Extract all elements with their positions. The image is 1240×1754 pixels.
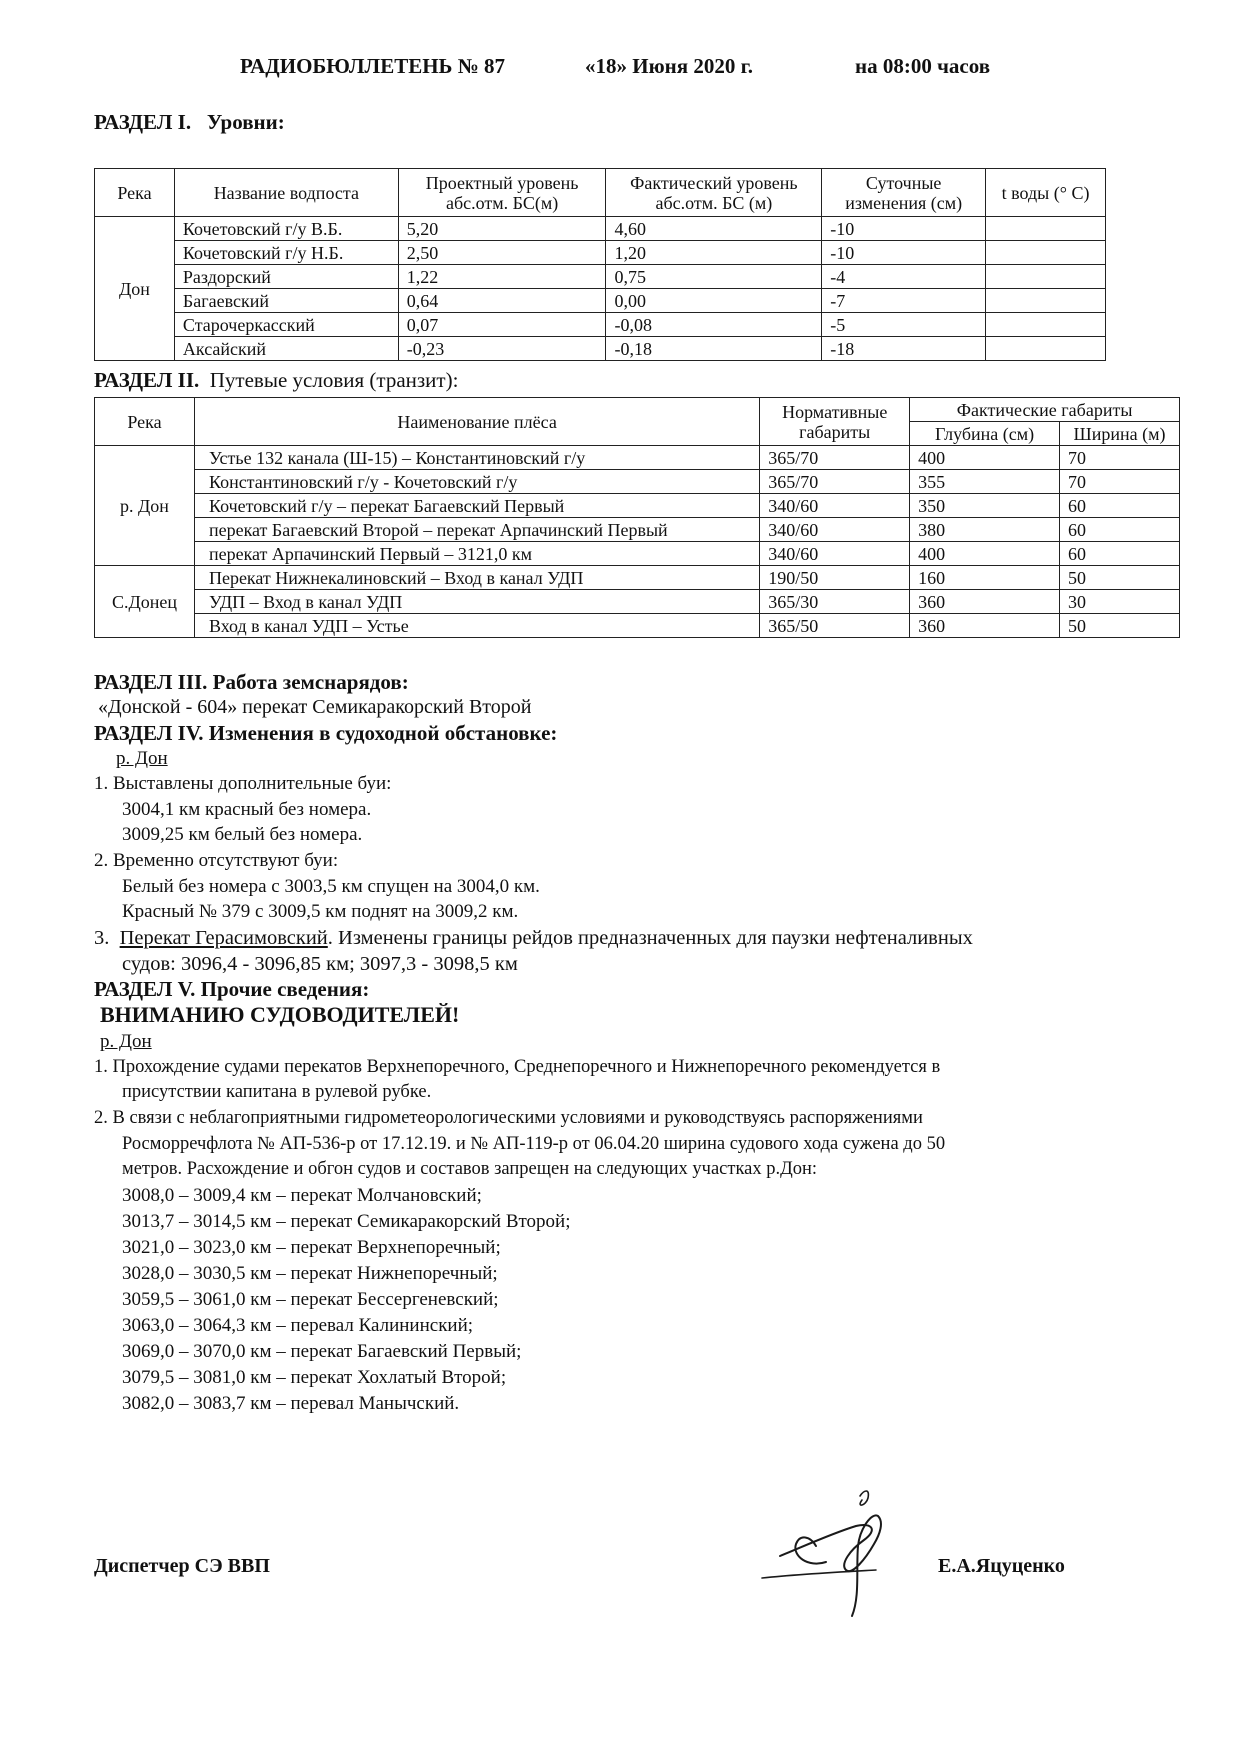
fact-cell: -0,08 (606, 313, 822, 337)
temp-cell (986, 289, 1106, 313)
section4-item2-line: Белый без номера с 3003,5 км спущен на 3004,0 км. (122, 876, 540, 897)
width-cell: 70 (1060, 470, 1180, 494)
norm-cell: 190/50 (760, 566, 910, 590)
stretch-cell: УДП – Вход в канал УДП (194, 590, 759, 614)
section5-item2-line: 2. В связи с неблагоприятными гидрометеорологическими условиями и руководствуясь распоряжениями (94, 1108, 923, 1128)
fact-cell: 1,20 (606, 241, 822, 265)
section4-item3 (94, 926, 973, 951)
stretch-cell: перекат Арпачинский Первый – 3121,0 км (194, 542, 759, 566)
restricted-stretch: 3008,0 – 3009,4 км – перекат Молчановский; (122, 1185, 482, 1206)
norm-cell: 340/60 (760, 518, 910, 542)
project-cell: 1,22 (398, 265, 606, 289)
levels-header-row (95, 169, 1106, 217)
bulletin-time: на 08:00 часов (855, 54, 991, 78)
section4-heading (94, 721, 557, 746)
route-header-stretch: Наименование плёса (194, 398, 759, 446)
stretch-cell: Вход в канал УДП – Устье (194, 614, 759, 638)
fact-cell: -0,18 (606, 337, 822, 361)
section4-item3-line2: судов: 3096,4 - 3096,85 км; 3097,3 - 3098,5 км (122, 953, 518, 975)
norm-cell: 365/70 (760, 470, 910, 494)
width-cell: 50 (1060, 614, 1180, 638)
section2-heading (94, 368, 458, 393)
section5-item1-cont: присутствии капитана в рулевой рубке. (122, 1082, 432, 1102)
section4-river: р. Дон (116, 748, 168, 769)
stretch-cell: Устье 132 канала (Ш-15) – Константиновский г/у (194, 446, 759, 470)
route-conditions-table (94, 397, 1180, 638)
table-row (95, 566, 1180, 590)
levels-header-post: Название водпоста (174, 169, 398, 217)
norm-cell: 365/30 (760, 590, 910, 614)
section4-item1-title: 1. Выставлены дополнительные буи: (94, 773, 392, 794)
table-row (95, 494, 1180, 518)
change-cell: -7 (822, 289, 986, 313)
restricted-stretch: 3028,0 – 3030,5 км – перекат Нижнепоречный; (122, 1263, 498, 1284)
route-river-cell: С.Донец (95, 566, 195, 638)
project-cell: 2,50 (398, 241, 606, 265)
section1-label: РАЗДЕЛ I. (94, 110, 192, 134)
table-row (95, 313, 1106, 337)
post-cell: Раздорский (174, 265, 398, 289)
attention-heading (100, 1002, 459, 1028)
table-row (95, 446, 1180, 470)
section4-item3-num: 3. (94, 927, 110, 949)
levels-river-cell: Дон (95, 217, 175, 361)
fact-cell: 0,00 (606, 289, 822, 313)
section3-heading-text: РАЗДЕЛ III. Работа земснарядов: (94, 670, 409, 694)
route-header-depth: Глубина (см) (910, 422, 1060, 446)
table-row (95, 590, 1180, 614)
section5-item2-line: Росморречфлота № АП-536-р от 17.12.19. и № АП-119-р от 06.04.20 ширина судового хода сужена до 50 (122, 1134, 946, 1154)
norm-cell: 365/70 (760, 446, 910, 470)
section5-heading-text: РАЗДЕЛ V. Прочие сведения: (94, 977, 370, 1001)
route-header-fact: Фактические габариты (910, 398, 1180, 422)
post-cell: Кочетовский г/у Н.Б. (174, 241, 398, 265)
project-cell: 0,07 (398, 313, 606, 337)
stretch-cell: Перекат Нижнекалиновский – Вход в канал УДП (194, 566, 759, 590)
stretch-cell: перекат Багаевский Второй – перекат Арпачинский Первый (194, 518, 759, 542)
width-cell: 60 (1060, 518, 1180, 542)
route-header-width: Ширина (м) (1060, 422, 1180, 446)
width-cell: 70 (1060, 446, 1180, 470)
temp-cell (986, 337, 1106, 361)
dispatcher-position: Диспетчер СЭ ВВП (94, 1555, 270, 1577)
section4-item2-line: Красный № 379 с 3009,5 км поднят на 3009,2 км. (122, 901, 519, 922)
route-header-river: Река (95, 398, 195, 446)
levels-header-project: Проектный уровень абс.отм. БС(м) (398, 169, 606, 217)
depth-cell: 360 (910, 614, 1060, 638)
width-cell: 60 (1060, 494, 1180, 518)
section3-heading (94, 670, 409, 695)
section5-item1: 1. Прохождение судами перекатов Верхнепоречного, Среднепоречного и Нижнепоречного рекомендуется в (94, 1057, 941, 1077)
post-cell: Кочетовский г/у В.Б. (174, 217, 398, 241)
stretch-cell: Константиновский г/у - Кочетовский г/у (194, 470, 759, 494)
section5-river: р. Дон (100, 1031, 152, 1052)
restricted-stretch: 3063,0 – 3064,3 км – перевал Калининский; (122, 1315, 474, 1336)
restricted-stretch: 3082,0 – 3083,7 км – перевал Манычский. (122, 1393, 460, 1414)
handwritten-signature (760, 1478, 900, 1628)
section4-item1-line: 3004,1 км красный без номера. (122, 799, 372, 820)
depth-cell: 400 (910, 446, 1060, 470)
section4-heading-text: РАЗДЕЛ IV. Изменения в судоходной обстановке: (94, 721, 558, 745)
restricted-stretch: 3069,0 – 3070,0 км – перекат Багаевский Первый; (122, 1341, 522, 1362)
stretch-cell: Кочетовский г/у – перекат Багаевский Первый (194, 494, 759, 518)
attention-text: ВНИМАНИЮ СУДОВОДИТЕЛЕЙ! (100, 1002, 460, 1027)
temp-cell (986, 313, 1106, 337)
table-row (95, 217, 1106, 241)
change-cell: -18 (822, 337, 986, 361)
section4-item3-place: Перекат Герасимовский (119, 927, 328, 949)
restricted-stretch: 3013,7 – 3014,5 км – перекат Семикаракорский Второй; (122, 1211, 571, 1232)
section5-heading (94, 977, 369, 1002)
table-row (95, 542, 1180, 566)
norm-cell: 340/60 (760, 542, 910, 566)
table-row (95, 470, 1180, 494)
table-row (95, 265, 1106, 289)
post-cell: Аксайский (174, 337, 398, 361)
width-cell: 30 (1060, 590, 1180, 614)
section4-item3-text: . Изменены границы рейдов предназначенных для паузки нефтеналивных (327, 927, 973, 949)
route-header-norm: Нормативные габариты (760, 398, 910, 446)
project-cell: -0,23 (398, 337, 606, 361)
project-cell: 5,20 (398, 217, 606, 241)
section4-item2-title: 2. Временно отсутствуют буи: (94, 850, 339, 871)
table-row (95, 289, 1106, 313)
section2-label: РАЗДЕЛ II. (94, 368, 200, 392)
route-header-row (95, 398, 1180, 422)
fact-cell: 4,60 (606, 217, 822, 241)
section2-title: Путевые условия (транзит): (209, 368, 459, 392)
depth-cell: 380 (910, 518, 1060, 542)
bulletin-number: РАДИОБЮЛЛЕТЕНЬ № 87 (240, 54, 506, 78)
change-cell: -10 (822, 241, 986, 265)
table-row (95, 241, 1106, 265)
project-cell: 0,64 (398, 289, 606, 313)
dredger-line: «Донской - 604» перекат Семикаракорский Второй (98, 696, 532, 718)
depth-cell: 360 (910, 590, 1060, 614)
section4-item1-line: 3009,25 км белый без номера. (122, 824, 363, 845)
table-row (95, 337, 1106, 361)
levels-header-river: Река (95, 169, 175, 217)
restricted-stretch: 3059,5 – 3061,0 км – перекат Бессергеневский; (122, 1289, 499, 1310)
bulletin-date: «18» Июня 2020 г. (585, 54, 754, 78)
restricted-stretch: 3021,0 – 3023,0 км – перекат Верхнепоречный; (122, 1237, 501, 1258)
table-row (95, 518, 1180, 542)
depth-cell: 350 (910, 494, 1060, 518)
depth-cell: 355 (910, 470, 1060, 494)
change-cell: -4 (822, 265, 986, 289)
table-row (95, 614, 1180, 638)
post-cell: Старочеркасский (174, 313, 398, 337)
temp-cell (986, 241, 1106, 265)
levels-header-change: Суточные изменения (см) (822, 169, 986, 217)
section5-item2-line: метров. Расхождение и обгон судов и составов запрещен на следующих участках р.Дон: (122, 1159, 818, 1179)
temp-cell (986, 265, 1106, 289)
width-cell: 60 (1060, 542, 1180, 566)
change-cell: -10 (822, 217, 986, 241)
width-cell: 50 (1060, 566, 1180, 590)
change-cell: -5 (822, 313, 986, 337)
restricted-stretch: 3079,5 – 3081,0 км – перекат Хохлатый Второй; (122, 1367, 507, 1388)
norm-cell: 340/60 (760, 494, 910, 518)
section1-heading (94, 110, 285, 135)
section1-title: Уровни: (206, 110, 285, 134)
route-river-cell: р. Дон (95, 446, 195, 566)
depth-cell: 400 (910, 542, 1060, 566)
temp-cell (986, 217, 1106, 241)
norm-cell: 365/50 (760, 614, 910, 638)
levels-header-temp: t воды (° С) (986, 169, 1106, 217)
post-cell: Багаевский (174, 289, 398, 313)
dispatcher-name: Е.А.Яцуценко (938, 1555, 1065, 1577)
depth-cell: 160 (910, 566, 1060, 590)
levels-header-fact: Фактический уровень абс.отм. БС (м) (606, 169, 822, 217)
fact-cell: 0,75 (606, 265, 822, 289)
levels-table (94, 168, 1106, 361)
